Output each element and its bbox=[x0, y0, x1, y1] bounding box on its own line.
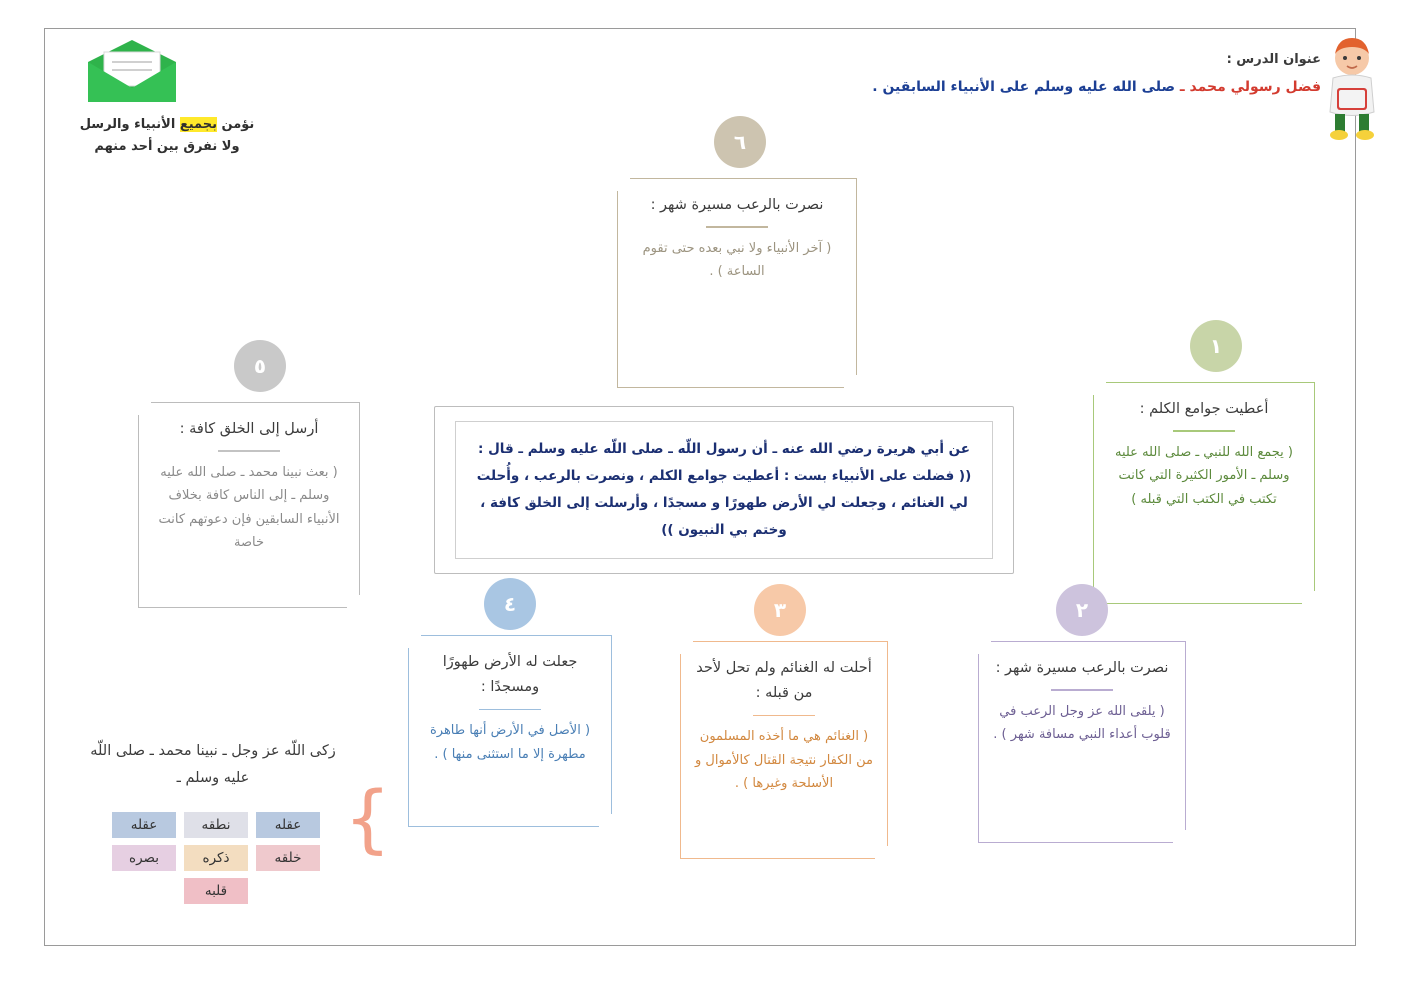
chip-row-2 bbox=[112, 845, 320, 871]
lesson-title-label: عنوان الدرس : bbox=[1226, 52, 1321, 67]
logo-caption-line1: نؤمن بجميع الأنبياء والرسل bbox=[79, 117, 255, 132]
card-2 bbox=[978, 641, 1186, 843]
chip-aqlah-2: عقله bbox=[112, 812, 176, 838]
card-3-divider bbox=[753, 715, 815, 716]
card-6-title: نصرت بالرعب مسيرة شهر : bbox=[650, 197, 824, 213]
lesson-title-red: فضل رسولي محمد ـ bbox=[1179, 79, 1321, 95]
card-3 bbox=[680, 641, 888, 859]
zakka-statement: زكى اللّه عز وجل ـ نبينا محمد ـ صلى اللّه عليه وسلم ـ bbox=[90, 743, 336, 786]
hadith-text: عن أبي هريرة رضي الله عنه ـ أن رسول اللّه ـ صلى اللّه عليه وسلم ـ قال : (( فضلت على الأنبياء بست : أعطيت جوامع الكلم ، ونصرت بالرعب ، وأُحلت لي الغنائم ، وجعلت لي الأرض طهورًا و مسجدًا ، وأرسلت إلى الخلق كافة ، وختم بي النبيون )) bbox=[455, 421, 993, 559]
lesson-title bbox=[801, 77, 1321, 98]
hadith-box bbox=[434, 406, 1014, 574]
card-2-divider bbox=[1051, 689, 1113, 690]
chip-row-3 bbox=[184, 878, 248, 904]
card-2-title: نصرت بالرعب مسيرة شهر : bbox=[995, 660, 1169, 676]
logo-caption bbox=[52, 114, 282, 158]
card-badge-3: ٣ bbox=[754, 584, 806, 636]
attributes-chip-group bbox=[96, 812, 336, 904]
card-badge-1: ١ bbox=[1190, 320, 1242, 372]
card-5-divider bbox=[218, 450, 280, 451]
lesson-title-blue: صلى الله عليه وسلم على الأنبياء السابقين . bbox=[872, 79, 1175, 95]
card-3-body: ( الغنائم هي ما أخذه المسلمون من الكفار نتيجة القتال كالأموال و الأسلحة وغيرها ) . bbox=[695, 729, 873, 791]
card-4-divider bbox=[479, 709, 541, 710]
card-1-body: ( يجمع الله للنبي ـ صلى الله عليه وسلم ـ الأمور الكثيرة التي كانت تكتب في الكتب التي قبله ) bbox=[1114, 444, 1294, 507]
card-5-title: أرسل إلى الخلق كافة : bbox=[179, 421, 319, 437]
card-badge-5: ٥ bbox=[234, 340, 286, 392]
card-badge-4: ٤ bbox=[484, 578, 536, 630]
card-1-divider bbox=[1173, 430, 1235, 431]
card-4 bbox=[408, 635, 612, 827]
open-envelope-icon bbox=[84, 38, 180, 104]
curly-brace-icon: } bbox=[344, 776, 392, 862]
card-6-body: ( آخر الأنبياء ولا نبي بعده حتى تقوم الساعة ) . bbox=[642, 240, 832, 280]
card-1 bbox=[1093, 382, 1315, 604]
chip-qalbuh: قلبه bbox=[184, 878, 248, 904]
card-4-body: ( الأصل في الأرض أنها طاهرة مطهرة إلا ما استثنى منها ) . bbox=[429, 723, 591, 762]
chip-dhikruh: ذكره bbox=[184, 845, 248, 871]
lesson-title-block bbox=[801, 52, 1321, 98]
chip-row-1 bbox=[112, 812, 320, 838]
logo-caption-line2: ولا نفرق بين أحد منهم bbox=[94, 139, 240, 155]
card-6 bbox=[617, 178, 857, 388]
boy-student-icon bbox=[1321, 36, 1383, 144]
chip-khulquh: خلقه bbox=[256, 845, 320, 871]
card-5 bbox=[138, 402, 360, 608]
chip-aqlah-1: عقله bbox=[256, 812, 320, 838]
chip-nutqah: نطقه bbox=[184, 812, 248, 838]
card-5-body: ( بعث نبينا محمد ـ صلى الله عليه وسلم ـ إلى الناس كافة بخلاف الأنبياء السابقين فإن دعوتهم كانت خاصة bbox=[158, 464, 340, 550]
card-4-title: جعلت له الأرض طهورًا ومسجدًا : bbox=[442, 654, 578, 696]
card-badge-6: ٦ bbox=[714, 116, 766, 168]
card-badge-2: ٢ bbox=[1056, 584, 1108, 636]
card-2-body: ( يلقى الله عز وجل الرعب في قلوب أعداء النبي مسافة شهر ) . bbox=[993, 703, 1171, 743]
card-3-title: أحلت له الغنائم ولم تحل لأحد من قبله : bbox=[696, 660, 872, 702]
card-6-divider bbox=[706, 226, 768, 227]
card-1-title: أعطيت جوامع الكلم : bbox=[1139, 401, 1269, 417]
logo-caption-highlight: بجميع bbox=[179, 117, 217, 132]
chip-basaruh: بصره bbox=[112, 845, 176, 871]
